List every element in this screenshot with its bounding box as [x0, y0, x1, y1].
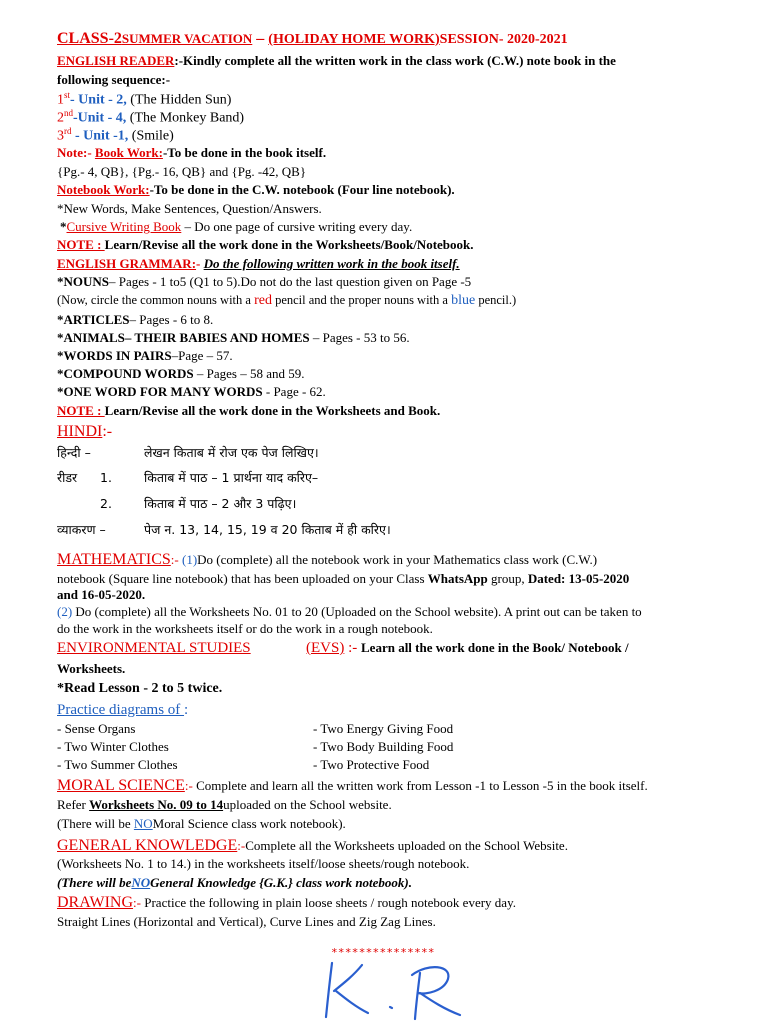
- drawing-line-2: Straight Lines (Horizontal and Vertical), Curve Lines and Zig Zag Lines.: [57, 914, 436, 929]
- hindi-row-num: 1.: [100, 470, 112, 485]
- hindi-row-label: व्याकरण –: [57, 522, 106, 537]
- evs-heading-line: [57, 641, 251, 656]
- evs-read-lessons: *Read Lesson - 2 to 5 twice.: [57, 681, 223, 696]
- hindi-heading: HINDI:-: [57, 423, 113, 440]
- moral-science-line-2: Refer Worksheets No. 09 to 14uploaded on the School website.: [57, 797, 392, 812]
- book-work-pages: {Pg.- 4, QB}, {Pg.- 16, QB} and {Pg. -42, QB}: [57, 164, 307, 179]
- hindi-row-text: किताब में पाठ – 2 और 3 पढ़िए।: [144, 496, 297, 511]
- footer-stars: ***************: [331, 946, 435, 959]
- reader-unit-2: 2nd-Unit - 4, (The Monkey Band): [57, 108, 245, 126]
- mathematics-line-5: do the work in the worksheets itself or do the work in a rough notebook.: [57, 621, 433, 636]
- title-summer: SUMMER VACATION: [121, 31, 253, 46]
- hindi-row-label: रीडर: [57, 470, 78, 485]
- evs-diagram-item: - Sense Organs: [57, 721, 136, 736]
- drawing-line-1: DRAWING:- Practice the following in plain loose sheets / rough notebook every day.: [57, 894, 516, 911]
- hindi-row-text: लेखन किताब में रोज एक पेज लिखिए।: [144, 445, 319, 460]
- gk-line-2: (Worksheets No. 1 to 14.) in the worksheets itself/loose sheets/rough notebook.: [57, 856, 470, 871]
- english-reader-intro: ENGLISH READER:-Kindly complete all the written work in the class work (C.W.) note book in the: [57, 53, 616, 68]
- title-class: CLASS-2: [57, 30, 122, 47]
- english-reader-heading: ENGLISH READER: [57, 53, 175, 68]
- mathematics-line-3: and 16-05-2020.: [57, 587, 146, 602]
- grammar-nouns: *NOUNS– Pages - 1 to5 (Q1 to 5).Do not do the last question given on Page -5: [57, 274, 472, 289]
- evs-practice-heading: Practice diagrams of :: [57, 702, 189, 718]
- gk-heading: GENERAL KNOWLEDGE: [57, 837, 238, 854]
- grammar-animals: *ANIMALS– THEIR BABIES AND HOMES – Pages - 53 to 56.: [57, 330, 410, 345]
- notebook-work-note: Notebook Work:-To be done in the C.W. notebook (Four line notebook).: [57, 182, 455, 197]
- grammar-words-in-pairs: *WORDS IN PAIRS–Page – 57.: [57, 348, 233, 363]
- mathematics-line-2: notebook (Square line notebook) that has been uploaded on your Class WhatsApp group, Dated: 13-05-2020: [57, 571, 630, 586]
- signature-kr: [310, 955, 470, 1023]
- evs-diagram-item: - Two Energy Giving Food: [313, 721, 454, 736]
- page-title: CLASS-2SUMMER VACATION – (HOLIDAY HOME WORK)SESSION- 2020-2021: [57, 30, 568, 47]
- evs-heading: ENVIRONMENTAL STUDIES: [57, 640, 251, 656]
- gk-line-3: (There will beNOGeneral Knowledge {G.K.} class work notebook).: [57, 875, 413, 890]
- hindi-row-num: 2.: [100, 496, 112, 511]
- evs-diagram-item: - Two Protective Food: [313, 757, 430, 772]
- grammar-revise-note: NOTE : Learn/Revise all the work done in the Worksheets and Book.: [57, 403, 441, 418]
- reader-unit-3: 3rd - Unit -1, (Smile): [57, 126, 174, 144]
- grammar-one-word: *ONE WORD FOR MANY WORDS - Page - 62.: [57, 384, 326, 399]
- new-words-line: *New Words, Make Sentences, Question/Answers.: [57, 201, 322, 216]
- grammar-articles: *ARTICLES– Pages - 6 to 8.: [57, 312, 214, 327]
- mathematics-line-4: (2) Do (complete) all the Worksheets No. 01 to 20 (Uploaded on the School website). A print out can be taken to: [57, 604, 642, 619]
- mathematics-line-1: MATHEMATICS:- (1)Do (complete) all the notebook work in your Mathematics class work (C.W.): [57, 551, 598, 568]
- hindi-row-label: हिन्दी –: [57, 445, 91, 460]
- hindi-row-text: पेज न. 13, 14, 15, 19 व 20 किताब में ही करिए।: [144, 522, 391, 537]
- drawing-heading: DRAWING: [57, 894, 134, 911]
- mathematics-heading: MATHEMATICS: [57, 551, 171, 568]
- evs-diagram-item: - Two Summer Clothes: [57, 757, 178, 772]
- english-reader-intro-2: following sequence:-: [57, 72, 171, 87]
- evs-diagram-item: - Two Body Building Food: [313, 739, 454, 754]
- moral-science-heading: MORAL SCIENCE: [57, 777, 185, 794]
- reader-unit-1: 1st- Unit - 2, (The Hidden Sun): [57, 90, 232, 108]
- moral-science-line-1: MORAL SCIENCE:- Complete and learn all the written work from Lesson -1 to Lesson -5 in the book itself.: [57, 777, 648, 794]
- book-work-note: Note:- Book Work:-To be done in the book itself.: [57, 145, 327, 160]
- gk-line-1: GENERAL KNOWLEDGE:-Complete all the Worksheets uploaded on the School Website.: [57, 837, 568, 854]
- hindi-row-text: किताब में पाठ – 1 प्रार्थना याद करिए–: [144, 470, 319, 485]
- reader-revise-note: NOTE : Learn/Revise all the work done in the Worksheets/Book/Notebook.: [57, 237, 474, 252]
- grammar-circle-note: (Now, circle the common nouns with a red pencil and the proper nouns with a blue pencil.): [57, 293, 517, 308]
- grammar-compound-words: *COMPOUND WORDS – Pages – 58 and 59.: [57, 366, 305, 381]
- cursive-line: *Cursive Writing Book – Do one page of cursive writing every day.: [60, 219, 413, 234]
- evs-text-2: Worksheets.: [57, 661, 126, 676]
- title-holiday: (HOLIDAY HOME WORK): [268, 32, 440, 47]
- moral-science-line-3: (There will be NOMoral Science class work notebook).: [57, 816, 346, 831]
- title-session: SESSION- 2020-2021: [439, 32, 568, 47]
- evs-diagram-item: - Two Winter Clothes: [57, 739, 169, 754]
- english-grammar-heading: ENGLISH GRAMMAR:- Do the following written work in the book itself.: [57, 256, 460, 271]
- evs-abbr-line: (EVS) :- Learn all the work done in the Book/ Notebook /: [306, 640, 629, 656]
